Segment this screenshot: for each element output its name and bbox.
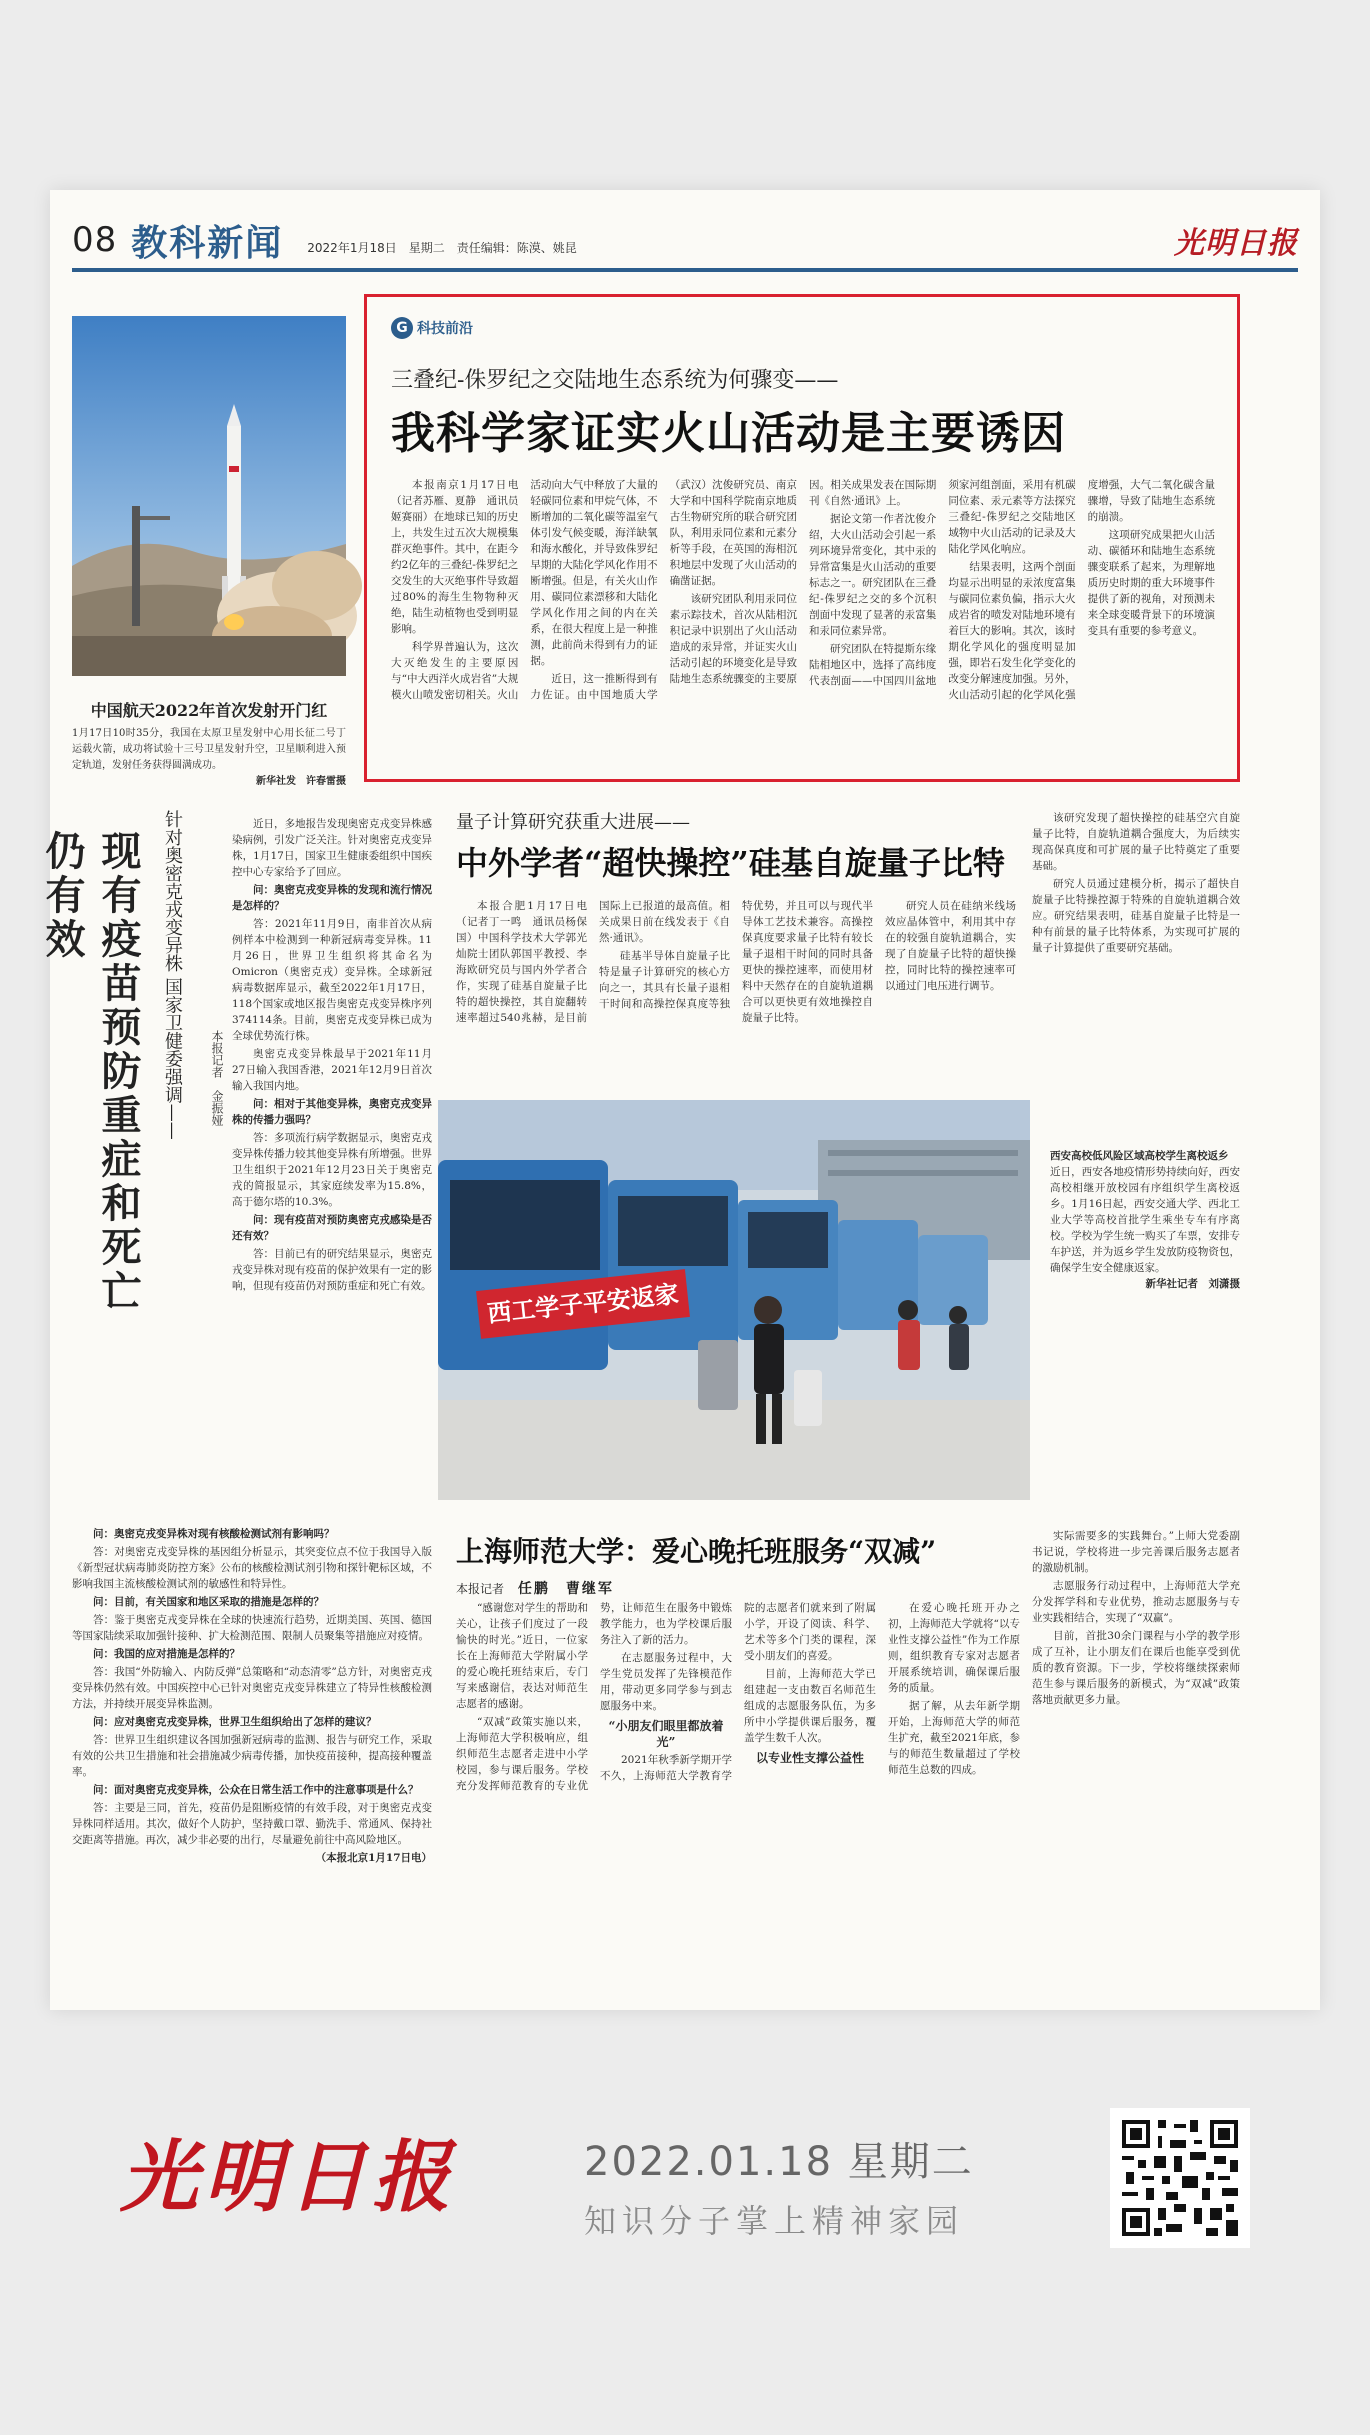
question: 问：奥密克戎变异株对现有核酸检测试剂有影响吗？ [93,1528,335,1540]
covid-body-top [232,816,432,1516]
shanghai-headline: 上海师范大学：爱心晚托班服务“双减” [456,1535,937,1568]
article-subtitle: 三叠纪-侏罗纪之交陆地生态系统为何骤变—— [391,368,839,393]
bus-credit: 新华社记者 刘潇摄 [1145,1278,1240,1290]
paragraph: 近日，这一推断得到有力佐证。由中国地质大学（武汉）沈俊研究员、南京大学和中国科学院南京地质古生物研究所的联合研究团队，利用汞同位素和元素分析等手段，在英国的海相沉积地层中发现了火山活动的确凿证据。 [530,479,797,701]
bus-caption-title: 西安高校低风险区域高校学生离校返乡 [1050,1150,1229,1162]
page-number: 08 [72,220,118,260]
question: 问：现有疫苗对预防奥密克戎感染是否还有效？ [232,1214,432,1242]
science-frontier-icon: G [391,317,413,339]
paragraph: 实际需要多的实践舞台。”上师大党委副书记说，学校将进一步完善课后服务志愿者的激励机制。 [1032,1530,1240,1574]
subheading: 以专业性支撑公益性 [755,1751,864,1765]
footer-date: 2022.01.18 星期二 [584,2139,974,2185]
covid-subtitle: 针对奥密克戎变异株 国家卫健委强调—— [162,810,183,1140]
bus-photo-caption [1050,1148,1240,1468]
question: 问：目前，有关国家和地区采取的措施是怎样的？ [93,1596,324,1608]
paragraph: 志愿服务行动过程中，上海师范大学充分发挥学科和专业优势，推动志愿服务与专业实践相结合，实现了“双赢”。 [1032,1580,1240,1624]
shanghai-body-right [1032,1528,1240,1998]
paragraph: 结果表明，这两个剖面均显示出明显的汞浓度富集与碳同位素负偏，指示大火成岩省的喷发对陆地环境有着巨大的影响。其次，该时期化学风化的强度明显加强，即岩石发生化学变化的改变分解速度加强。另外，火山活动引起的化学风化强度增强，大气二氧化碳含量骤增，导致了陆地生态系统的崩溃。 [948,479,1215,701]
paragraph: “双减”政策实施以来，上海师范大学积极响应，组织师范生志愿者走进中小学校园，参与课后服务。学校充分发挥师范教育的专业优势，让师范生在服务中锻炼教学能力，也为学校课后服务注入了新的活力。 [456,1602,732,1792]
paragraph: 答：目前已有的研究结果显示，奥密克戎变异株对现有疫苗的保护效果有一定的影响，但现有疫苗仍对预防重症和死亡有效。 [232,1248,432,1292]
paragraph: 科学界普遍认为，这次大灭绝发生的主要原因与“中大西洋火成岩省”大规模火山喷发密切相关。火山活动向大气中释放了大量的轻碳同位素和甲烷气体，不断增加的二氧化碳等温室气体引发气候变暖，海洋缺氧和海水酸化，并导致侏罗纪早期的大陆化学风化作用不断增强。但是，有关火山作用、碳同位素漂移和大陆化学风化作用之间的内在关系，在很大程度上是一种推测，此前尚未得到有力的证据。 [391,479,658,701]
paragraph: 在志愿服务过程中，大学生党员发挥了先锋模范作用，带动更多同学参与到志愿服务中来。 [600,1652,732,1712]
footer-logo: 光明日报 [120,2132,457,2223]
byline-names: 任鹏 曹继军 [517,1581,614,1597]
paragraph: 本报南京1月17日电（记者苏雁、夏静 通讯员姬赛丽）在地球已知的历史上，共发生过五次大规模集群灭绝事件。其中，在距今约2亿年的三叠纪-侏罗纪之交发生的大灭绝事件导致超过80%的海生生物物种灭绝，陆生动植物也受到明显影响。 [391,479,519,635]
date-line: 2022年1月18日 星期二 责任编辑：陈漠、姚昆 [307,241,577,255]
paragraph: 答：多项流行病学数据显示，奥密克戎变异株传播力较其他变异株有所增强。世界卫生组织于2021年12月23日关于奥密克戎的简报显示，其家庭续发率为15.8%，高于德尔塔的10.3%。 [232,1132,432,1208]
question: 问：奥密克戎变异株的发现和流行情况是怎样的？ [232,884,432,912]
paragraph: 目前，上海师范大学已组建起一支由数百名师范生组成的志愿服务队伍，为多所中小学提供课后服务，覆盖学生数千人次。 [744,1668,876,1744]
question: 问：面对奥密克戎变异株，公众在日常生活工作中的注意事项是什么？ [93,1784,419,1796]
covid-end-note: （本报北京1月17日电） [315,1852,432,1864]
paragraph: 答：对奥密克戎变异株的基因组分析显示，其突变位点不位于我国导入版《新型冠状病毒肺炎防控方案》公布的核酸检测试剂引物和探针靶标区域，不影响我国主流核酸检测试剂的敏感性和特异性。 [72,1546,432,1590]
rocket-credit: 新华社发 许春雷摄 [256,776,346,787]
paragraph: 答：主要是三同，首先，疫苗仍是阻断疫情的有效手段，对于奥密克戎变异株同样适用。其次，做好个人防护，坚持戴口罩、勤洗手、常通风、保持社交距离等措施。再次，减少非必要的出行，尽量避免前往中高风险地区。 [72,1802,432,1846]
masthead-rule [72,268,1298,272]
footer-slogan: 知识分子掌上精神家园 [584,2202,965,2240]
students-bus-photo [438,1100,1030,1500]
paragraph: 本报合肥1月17日电（记者丁一鸣 通讯员杨保国）中国科学技术大学郭光灿院士团队郭国平教授、李海欧研究员与国内外学者合作，实现了硅基自旋量子比特的超快操控，其自旋翻转速率超过540兆赫，是目前国际上已报道的最高值。相关成果日前在线发表于《自然·通讯》。 [456,900,730,1024]
paragraph: 研究人员通过建模分析，揭示了超快自旋量子比特操控源于特殊的自旋轨道耦合效应。研究结果表明，硅基自旋量子比特是一种有前景的量子比特体系，为实现可扩展的量子计算提供了重要研究基础。 [1032,878,1240,954]
quantum-body-right [1032,810,1240,1100]
section-tag-label: 科技前沿 [417,321,473,337]
article-headline: 我科学家证实火山活动是主要诱因 [391,408,1066,459]
subheading: “小朋友们眼里都放着光” [608,1719,724,1749]
rocket-caption-title: 中国航天2022年首次发射开门红 [90,701,328,720]
bus-banner-text: 西工学子平安返家 [485,1279,680,1328]
question: 问：应对奥密克戎变异株，世界卫生组织给出了怎样的建议？ [93,1716,377,1728]
paragraph: “感谢您对学生的帮助和关心，让孩子们度过了一段愉快的时光。”近日，一位家长在上海师范大学附属小学的爱心晚托班结束后，专门写来感谢信，表达对师范生志愿者的感谢。 [456,1602,588,1710]
paragraph: 在爱心晚托班开办之初，上海师范大学就将“以专业性支撑公益性”作为工作原则，组织教育专家对志愿者开展系统培训，确保课后服务的质量。 [888,1602,1020,1694]
newspaper-page [39,190,1320,2010]
bus-caption-text: 近日，西安各地疫情形势持续向好，西安高校相继开放校园有序组织学生离校返乡。1月16日起，西安交通大学、西北工业大学等高校首批学生乘坐专车有序离校。学校为学生统一购买了车票，安排专车护送，并为返乡学生发放防疫物资包，确保学生安全健康返家。 [1050,1166,1240,1274]
paragraph: 答：我国“外防输入、内防反弹”总策略和“动态清零”总方针，对奥密克戎变异株仍然有效。中国疾控中心已针对奥密克戎变异株建立了特异性核酸检测方法，并持续开展变异株监测。 [72,1666,432,1710]
highlighted-article [364,294,1240,782]
masthead [72,218,1298,262]
paragraph: 答：世界卫生组织建议各国加强新冠病毒的监测、报告与研究工作，采取有效的公共卫生措施和社会措施减少病毒传播，加快疫苗接种，提高接种覆盖率。 [72,1734,432,1778]
byline-label: 本报记者 [456,1582,505,1596]
quantum-body [456,898,1016,1086]
paragraph: 硅基半导体自旋量子比特是量子计算研究的核心方向之一，其具有长量子退相干时间和高操控保真度等独特优势，并且可以与现代半导体工艺技术兼容。高操控保真度要求量子比特有较长量子退相干时间的同时具备更快的操控速率，而使用材料中天然存在的自旋轨道耦合可以更快更有效地操控自旋量子比特。 [599,900,873,1024]
covid-byline: 本报记者 金振娅 [210,1030,224,1126]
quantum-subtitle: 量子计算研究获重大进展—— [456,812,690,833]
section-tag [391,317,473,339]
paragraph: 这项研究成果把火山活动、碳循环和陆地生态系统骤变联系了起来，为理解地质历史时期的重大环境事件提供了新的视角，对预测未来全球变暖背景下的环境演变具有重要的参考意义。 [1087,529,1215,637]
question: 问：我国的应对措施是怎样的？ [93,1648,240,1660]
paragraph: 目前，首批30余门课程与小学的教学形成了互补，让小朋友们在课后也能享受到优质的教育资源。下一步，学校将继续探索师范生参与课后服务的新模式，为“双减”政策落地贡献更多力量。 [1032,1630,1240,1706]
covid-body-bottom [72,1526,432,1996]
paragraph: 答：2021年11月9日，南非首次从病例样本中检测到一种新冠病毒变异株。11月26日，世界卫生组织将其命名为Omicron（奥密克戎）变异株。全球新冠病毒数据库显示，截至2022年1月17日，118个国家或地区报告奥密克戎变异株序列374114条。目前，奥密克戎变异株已成为全球优势流行株。 [232,918,432,1042]
paragraph: 奥密克戎变异株最早于2021年11月27日输入我国香港，2021年12月9日首次输入我国内地。 [232,1048,432,1092]
rocket-caption-text: 1月17日10时35分，我国在太原卫星发射中心用长征二号丁运载火箭，成功将试验十三号卫星发射升空，卫星顺利进入预定轨道，发射任务获得圆满成功。 [72,728,346,771]
paragraph: 研究人员在硅纳米线场效应晶体管中，利用其中存在的较强自旋轨道耦合，实现了自旋量子比特的超快操控，同时比特的操控速率可以通过门电压进行调节。 [885,900,1016,992]
paragraph: 该研究团队利用汞同位素示踪技术，首次从陆相沉积记录中识别出了火山活动造成的汞异常，并证实火山活动引起的环境变化是导致陆地生态系统骤变的主要原因。相关成果发表在国际期刊《自然·通讯》上。 [669,479,937,685]
paragraph: 2021年秋季新学期开学不久，上海师范大学教育学院的志愿者们就来到了附属小学，开设了阅读、科学、艺术等多个门类的课程，深受小朋友们的喜爱。 [600,1602,876,1782]
question: 问：相对于其他变异株，奥密克戎变异株的传播力强吗？ [232,1098,432,1126]
shanghai-body [456,1600,1020,2000]
paragraph: 研究团队在特提斯东缘陆相地区中，选择了高纬度代表剖面——中国四川盆地须家河组剖面，采用有机碳同位素、汞元素等方法探究三叠纪-侏罗纪之交陆地区域物中火山活动的记录及大陆化学风化响应。 [808,479,1076,687]
quantum-headline: 中外学者“超快操控”硅基自旋量子比特 [456,844,1005,882]
paragraph: 该研究发现了超快操控的硅基空穴自旋量子比特，自旋轨道耦合强度大，为后续实现高保真度和可扩展的量子比特奠定了重要基础。 [1032,812,1240,872]
shanghai-byline [456,1578,614,1598]
section-title: 教科新闻 [131,221,284,264]
qr-code-icon[interactable] [1110,2108,1250,2248]
covid-headline: 现有疫苗预防重症和死亡仍有效 [39,830,142,1314]
paragraph: 据论文第一作者沈俊介绍，大火山活动会引起一系列环境异常变化，其中汞的异常富集是火山活动的重要标志之一。研究团队在三叠纪-侏罗纪之交的多个沉积剖面中发现了显著的汞富集和汞同位素异常。 [808,513,937,637]
rocket-caption [72,726,346,796]
paragraph: 据了解，从去年新学期开始，上海师范大学的师范生扩充，截至2021年底，参与的师范生数量超过了学校师范生总数的四成。 [888,1700,1020,1776]
paragraph: 答：鉴于奥密克戎变异株在全球的快速流行趋势，近期美国、英国、德国等国家陆续采取加强针接种、扩大检测范围、限制人员聚集等措施应对疫情。 [72,1614,432,1642]
brand-logo: 光明日报 [1174,226,1298,261]
paragraph: 近日，多地报告发现奥密克戎变异株感染病例，引发广泛关注。针对奥密克戎变异株，1月17日，国家卫生健康委组织中国疾控中心专家给予了回应。 [232,818,432,878]
article-body [391,477,1215,767]
rocket-launch-photo [72,316,346,676]
